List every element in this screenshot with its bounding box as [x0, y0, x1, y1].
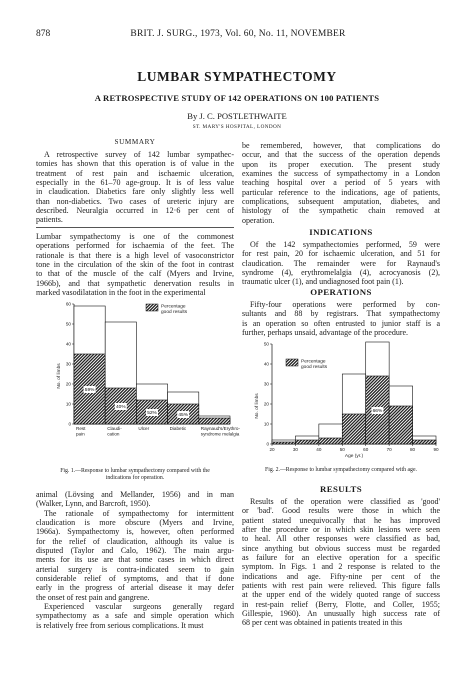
- bar-good: [319, 438, 342, 444]
- operations-heading: OPERATIONS: [310, 287, 372, 297]
- y-tick-label: 20: [263, 401, 269, 407]
- pct-label: 66%: [372, 409, 383, 414]
- pct-label: 40%: [115, 405, 126, 410]
- caption-line: Fig. 2.—Response to lumbar sympathectomy compared with age.: [265, 467, 417, 473]
- results-text: [242, 497, 440, 628]
- text-line: (Walker, Lynn, and Barcroft, 1950).: [36, 499, 151, 509]
- summary-line: than non-diabetics. Two cases of ureteric injury are: [36, 196, 234, 206]
- text-line: patients with rest pain were relieved. This figure falls: [242, 581, 440, 591]
- summary-divider: [36, 227, 234, 228]
- x-tick-label: 70: [386, 447, 392, 452]
- summary-line: patients.: [36, 215, 63, 225]
- intro-paragraph: [36, 232, 234, 297]
- text-line: further, perhaps unsaid, advantage of the procedure.: [242, 328, 409, 338]
- y-tick-label: 0: [68, 421, 71, 427]
- text-line: sultants and 88 by registrars. That sympathectomy: [242, 309, 440, 319]
- text-line: is relatively free from serious complications. It must: [36, 620, 204, 630]
- text-line: for rest pain, 20 for ischaemic ulceration, and 51 for: [242, 249, 440, 259]
- category-label: Diabetic: [169, 426, 187, 431]
- text-line: Of the 142 sympathectomies performed, 59 were: [250, 240, 440, 249]
- text-line: 1966b), and that sympathetic denervation results in: [36, 278, 234, 288]
- pct-label: 45%: [178, 413, 189, 418]
- text-line: Results of the operation were classified as 'good': [250, 497, 440, 506]
- text-line: 68 per cent was obtained in patients treated in this: [242, 618, 403, 628]
- summary-line: tomies has shown that this operation is of value in the: [36, 159, 234, 169]
- text-line: claudication. The remainder were for Raynaud's: [242, 258, 440, 268]
- text-line: Lumbar sympathectomy is one of the commonest: [36, 232, 234, 241]
- text-line: patient stated unequivocally that he has improved: [242, 515, 440, 525]
- y-tick-label: 0: [266, 441, 269, 447]
- text-line: Gillespie, 1960). An unusually high success rate of: [242, 609, 440, 619]
- text-line: claudication is more obscure (Myers and Irvine,: [36, 518, 234, 528]
- caption-line: indications for operation.: [105, 474, 165, 481]
- text-line: the onset of rest pain and gangrene.: [36, 592, 150, 602]
- y-tick-label: 40: [263, 361, 269, 367]
- y-tick-label: 30: [65, 361, 71, 367]
- figure-1-indications-chart: [36, 296, 240, 454]
- article-subtitle: A RETROSPECTIVE STUDY OF 142 OPERATIONS ON 100 PATIENTS: [94, 93, 380, 103]
- text-line: considerable relief of symptoms, and that if done: [36, 574, 234, 584]
- text-line: operation.: [242, 215, 275, 225]
- text-line: animal (Lövsing and Mellander, 1956) and in man: [36, 490, 234, 499]
- journal-citation: BRIT. J. SURG., 1973, Vol. 60, No. 11, NOVEMBER: [130, 29, 346, 39]
- text-line: complications, subsequent amputation, diabetes, and: [242, 197, 440, 207]
- text-line: examines the success of sympathectomy in a London: [242, 169, 440, 179]
- bar-good: [413, 440, 436, 444]
- text-line: since anything but obvious success must be regarded: [242, 543, 440, 553]
- author-affiliation: ST. MARY'S HOSPITAL, LONDON: [192, 124, 282, 130]
- text-line: be remembered, however, that complications do: [242, 141, 440, 150]
- x-tick-label: 50: [339, 447, 345, 452]
- bar-good: [295, 440, 318, 444]
- text-line: as failure for an elective operation for a specific: [242, 553, 440, 563]
- text-line: teaching hospital over a period of 5 years with: [242, 178, 440, 188]
- y-axis-label: No. of limbs: [255, 393, 260, 419]
- legend-swatch: [286, 359, 298, 366]
- x-tick-label: 40: [316, 447, 322, 452]
- legend-label: Percentage: [301, 359, 326, 365]
- text-line: tone in the circulation of the skin of the foot in contrast: [36, 260, 234, 270]
- bar-good: [389, 406, 412, 444]
- x-tick-label: 20: [269, 447, 275, 452]
- bar-good: [342, 414, 365, 444]
- y-tick-label: 10: [263, 421, 269, 427]
- text-line: or 'bad'. Good results were those in which the: [242, 506, 440, 516]
- text-line: occur, and that the success of the operation depends: [242, 150, 440, 160]
- y-tick-label: 20: [65, 381, 71, 387]
- text-line: marked vasodilatation in the foot in the experimental: [36, 288, 206, 298]
- y-tick-label: 40: [65, 341, 71, 347]
- text-line: syndrome (4), erythromelalgia (4), acrocyanosis (2),: [242, 268, 440, 278]
- operations-text: [242, 300, 440, 337]
- legend-label: good results: [161, 310, 188, 315]
- text-line: arterial surgery is contra-indicated seem to gain: [36, 564, 234, 574]
- text-line: Fifty-four operations were performed by con-: [250, 300, 440, 309]
- rationale-paragraph: [36, 490, 234, 630]
- text-line: 1966a). Sympathectomy is, however, often performed: [36, 527, 234, 537]
- figure-1-caption: [36, 468, 234, 481]
- category-label: syndrome melalgia: [200, 431, 240, 437]
- summary-heading: SUMMARY: [114, 138, 156, 146]
- figure-2-age-chart: [242, 340, 442, 458]
- pct-label: 52%: [147, 411, 157, 416]
- text-line: disputed (Taylor and Calo, 1962). The main argu-: [36, 546, 234, 556]
- summary-line: described. Neuralgia occurred in 12·6 per cent of: [36, 206, 234, 216]
- text-line: rationale is that there is a high level of vasoconstrictor: [36, 250, 234, 260]
- text-line: operations performed for ischaemia of the feet. The: [36, 241, 234, 251]
- text-line: traumatic ulcer (1), and undiagnosed foot pain (1).: [242, 277, 404, 287]
- x-tick-label: 80: [410, 447, 416, 452]
- y-tick-label: 30: [263, 381, 269, 387]
- summary-line: treatment of rest pain and ischaemic ulceration,: [36, 168, 234, 178]
- legend-label: good results: [301, 365, 328, 370]
- text-line: ments for its use are that some cases in which direct: [36, 555, 234, 565]
- author-byline: By J. C. POSTLETHWAITE: [187, 111, 287, 121]
- text-line: indications and age. Fifty-nine per cent of the: [242, 571, 440, 581]
- text-line: particular reference to the indications, age of patients,: [242, 187, 440, 197]
- article-title: LUMBAR SYMPATHECTOMY: [137, 69, 337, 84]
- y-tick-label: 50: [65, 321, 71, 327]
- category-label: Raynaud's/Erythro-: [200, 426, 240, 431]
- text-line: histology of the sympathetic chain removed at: [242, 206, 440, 216]
- category-label: Claudi-: [107, 426, 122, 431]
- y-tick-label: 50: [263, 341, 269, 347]
- figure-2-caption: [242, 467, 440, 474]
- pct-label: 59%: [84, 388, 95, 393]
- indications-text: [242, 240, 440, 287]
- x-tick-label: 60: [363, 447, 369, 452]
- text-line: to heal. All other responses were classified as bad,: [242, 534, 440, 544]
- summary-line: in claudication. Diabetics fare only slightly less well: [36, 187, 234, 197]
- bar-good: [272, 442, 295, 444]
- caption-line: Fig. 1.—Response to lumbar sympathectomy compared with the: [60, 468, 210, 474]
- category-label: cation: [107, 431, 120, 437]
- legend-label: Percentage: [161, 304, 186, 310]
- text-line: sympathectomy as a safe and simple operation which: [36, 611, 234, 621]
- x-axis-label: Age (yr.): [344, 454, 364, 459]
- category-label: Ulcer: [138, 426, 150, 431]
- indications-heading: INDICATIONS: [309, 227, 373, 237]
- summary-line: A retrospective survey of 142 lumbar sympathec-: [44, 150, 234, 159]
- category-label: Rest: [76, 426, 86, 431]
- text-line: The rationale of sympathectomy for intermittent: [44, 508, 234, 518]
- summary-text: [36, 150, 234, 225]
- text-line: is an operation so often entrusted to junior staff is a: [242, 318, 440, 328]
- category-label: pain: [76, 431, 85, 437]
- y-tick-label: 10: [65, 401, 71, 407]
- x-tick-label: 30: [292, 447, 298, 452]
- text-line: after the procedure or in which skin lesions were seen: [242, 525, 440, 535]
- text-line: for the relief of claudication, although its value is: [36, 536, 234, 546]
- text-line: in rest-pain relief (Berry, Flotte, and Coller, 1955;: [242, 599, 440, 609]
- x-tick-label: 90: [433, 447, 439, 452]
- bar-good: [199, 418, 230, 424]
- text-line: to that of the muscle of the calf (Myers and Irvine,: [36, 269, 234, 279]
- summary-line: especially in the 61–70 age-group. It is of less value: [36, 178, 234, 188]
- text-line: upon its proper execution. The present study: [242, 159, 440, 169]
- text-line: early in the progress of arterial disease it may defer: [36, 583, 234, 593]
- y-tick-label: 60: [65, 301, 71, 307]
- page-number: 878: [36, 29, 51, 39]
- legend-swatch: [146, 304, 158, 311]
- y-axis-label: No. of limbs: [57, 363, 62, 389]
- text-line: Experienced vascular surgeons generally regard: [44, 602, 234, 612]
- complications-paragraph: [242, 141, 440, 225]
- text-line: symptom. In Figs. 1 and 2 response is related to the: [242, 562, 440, 572]
- results-heading: RESULTS: [319, 484, 363, 494]
- text-line: at the upper end of the widely quoted range of success: [242, 590, 440, 600]
